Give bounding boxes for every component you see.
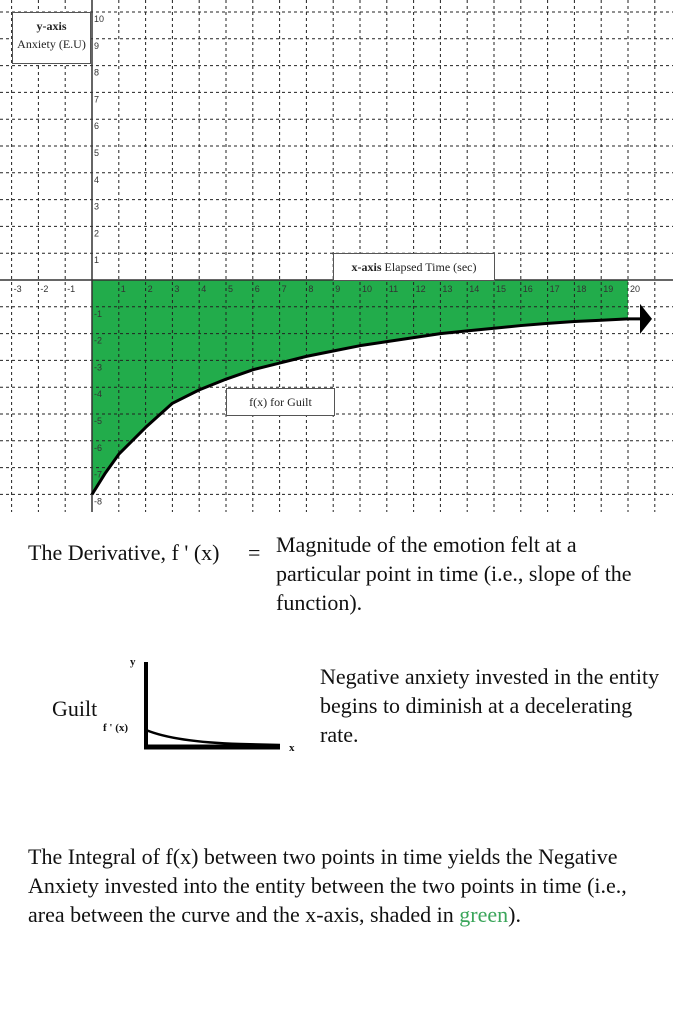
y-tick-label: -2 — [94, 335, 103, 346]
x-tick-label: 19 — [603, 284, 614, 294]
emotion-label: Guilt — [52, 696, 98, 721]
y-tick-label: -7 — [94, 469, 103, 480]
y-tick-label: 6 — [94, 121, 100, 132]
derivative-description: Negative anxiety invested in the entity begins to diminish at a decelerating rate. — [320, 664, 660, 747]
curve-label-box: f(x) for Guilt — [226, 388, 335, 416]
x-tick-label: -1 — [67, 284, 76, 294]
integral-green-word: green — [459, 902, 509, 927]
x-tick-label: 20 — [630, 284, 641, 294]
y-tick-label: -5 — [94, 416, 103, 426]
y-tick-label: 1 — [94, 255, 100, 266]
x-tick-label: 11 — [388, 284, 399, 294]
mini-derivative-curve — [146, 730, 280, 745]
integral-description — [28, 842, 658, 929]
x-axis-label-box — [333, 253, 495, 281]
x-tick-label: 10 — [362, 284, 373, 294]
x-tick-label: 7 — [281, 284, 287, 294]
y-tick-label: -1 — [94, 308, 103, 319]
derivative-mini-graph — [130, 660, 290, 755]
x-tick-label: 14 — [469, 284, 480, 294]
mini-graph-curve-label: f ' (x) — [103, 722, 129, 734]
y-tick-label: -6 — [94, 442, 103, 453]
derivative-definition: Magnitude of the emotion felt at a particular point in time (i.e., slope of the function). — [276, 532, 632, 615]
x-tick-label: 15 — [496, 284, 507, 294]
y-axis-unit: Anxiety (E.U) — [17, 37, 86, 51]
x-tick-label: 3 — [174, 284, 180, 294]
y-tick-label: -3 — [94, 362, 103, 373]
mini-graph-y-label: y — [130, 656, 136, 668]
x-tick-label: 4 — [201, 284, 207, 294]
x-tick-label: 9 — [335, 284, 341, 294]
y-tick-label: -8 — [94, 496, 103, 507]
x-tick-label: 17 — [549, 284, 560, 294]
y-tick-label: 7 — [94, 94, 100, 105]
y-axis-title: y-axis — [36, 19, 67, 33]
x-tick-label: 2 — [147, 284, 153, 294]
integral-end: ). — [508, 902, 521, 927]
x-tick-label: 16 — [522, 284, 533, 294]
x-tick-label: 1 — [120, 284, 126, 294]
mini-graph-x-label: x — [289, 742, 295, 754]
equals-sign: = — [248, 540, 261, 565]
y-tick-label: 4 — [94, 174, 100, 185]
x-axis-title: x-axis — [351, 260, 382, 274]
x-tick-label: 8 — [308, 284, 314, 294]
integral-text: The Integral of f(x) between two points in time yields the Negative Anxiety invested into the entity between the two points in time (i.e., area between the curve and the x-axis, shaded in — [28, 844, 627, 927]
x-tick-label: 5 — [228, 284, 234, 294]
derivative-label: The Derivative, f ' (x) — [28, 540, 220, 565]
x-tick-label: 12 — [415, 284, 426, 294]
x-tick-label: -3 — [13, 284, 22, 294]
x-axis-unit: Elapsed Time (sec) — [381, 260, 477, 274]
y-tick-label: 5 — [94, 148, 100, 158]
y-tick-label: -4 — [94, 389, 103, 400]
x-tick-label: 18 — [576, 284, 587, 294]
y-tick-label: 3 — [94, 201, 100, 212]
y-tick-label: 2 — [94, 228, 100, 239]
x-tick-label: -2 — [40, 284, 49, 294]
y-tick-label: 9 — [94, 40, 100, 51]
x-tick-label: 13 — [442, 284, 453, 294]
x-tick-label: 6 — [254, 284, 260, 294]
curve-arrowhead — [640, 304, 652, 334]
y-tick-label: 8 — [94, 67, 100, 78]
y-tick-label: 10 — [94, 14, 105, 24]
y-axis-label-box — [12, 12, 91, 64]
